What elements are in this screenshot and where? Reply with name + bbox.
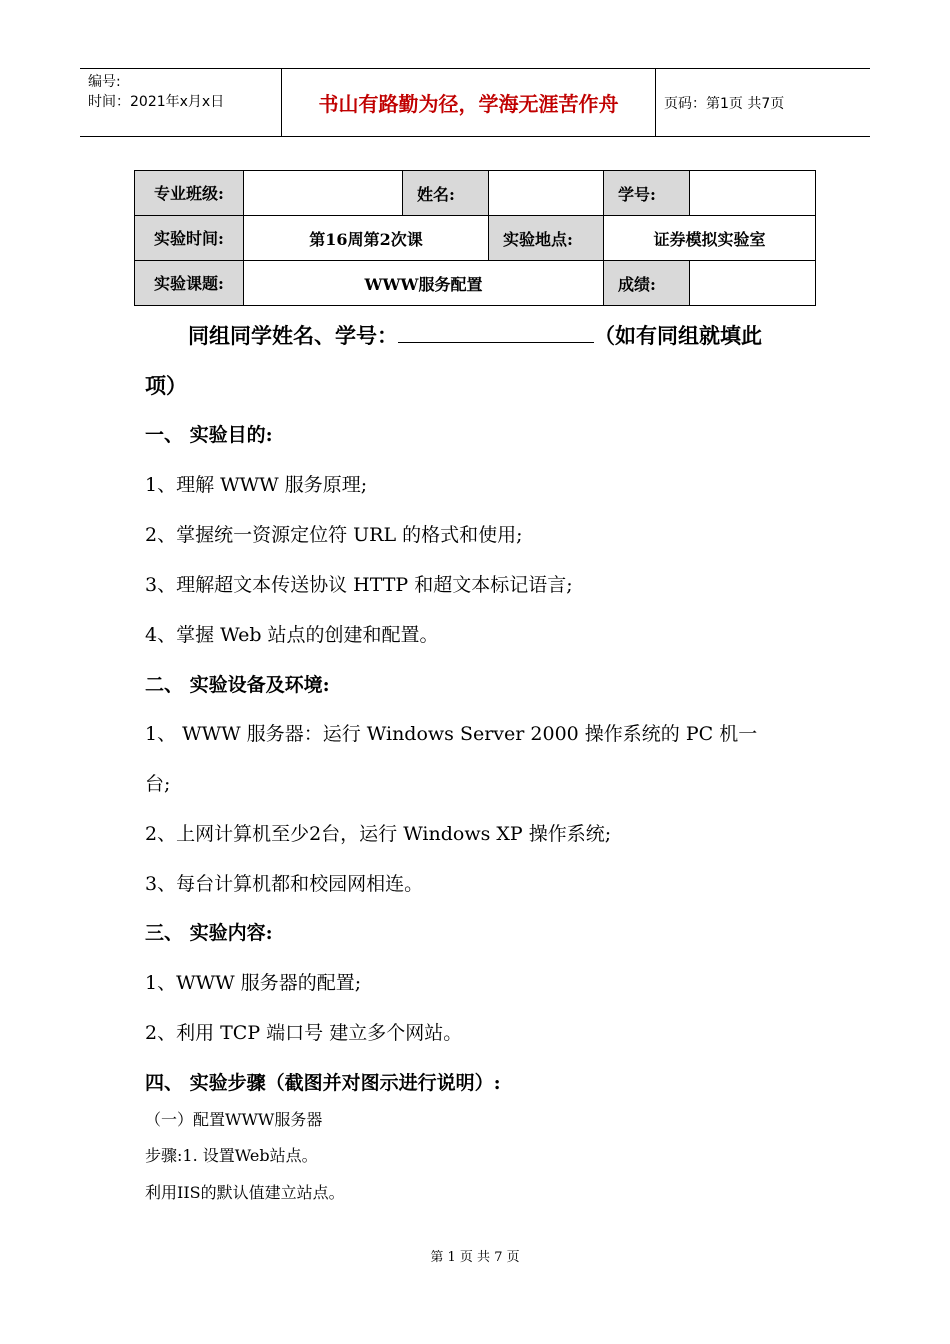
student-id-value (690, 171, 816, 216)
header-motto: 书山有路勤为径，学海无涯苦作舟 (281, 69, 656, 136)
score-label: 成绩: (604, 261, 690, 306)
list-item: 2、利用 TCP 端口号 建立多个网站。 (145, 1022, 463, 1044)
section-4-title: 四、 实验步骤（截图并对图示进行说明）: (145, 1072, 501, 1094)
table-row (135, 261, 816, 306)
time-label-cell: 实验时间: (135, 216, 244, 261)
table-row (135, 216, 816, 261)
group-line-wrap: 项） (145, 373, 187, 398)
list-item: 3、每台计算机都和校园网相连。 (145, 873, 424, 895)
location-value: 证券模拟实验室 (604, 216, 816, 261)
topic-label: 实验课题: (135, 261, 244, 306)
table-row (135, 171, 816, 216)
section-2-title: 二、 实验设备及环境: (145, 674, 330, 696)
list-item: 3、理解超文本传送协议 HTTP 和超文本标记语言; (145, 574, 573, 596)
time-value: 第16周第2次课 (244, 216, 489, 261)
list-item: （一）配置WWW服务器 (145, 1110, 323, 1129)
list-item: 1、 WWW 服务器：运行 Windows Server 2000 操作系统的 PC 机一 (145, 723, 758, 745)
section-1-title: 一、 实验目的: (145, 424, 273, 446)
group-blank (398, 320, 594, 343)
student-id-label: 学号: (604, 171, 690, 216)
header-meta (88, 72, 278, 112)
list-item: 利用IIS的默认值建立站点。 (145, 1183, 345, 1202)
header-page-code: 页码：第1页 共7页 (664, 95, 785, 112)
group-line (188, 320, 762, 350)
section-3-title: 三、 实验内容: (145, 922, 273, 944)
name-label: 姓名: (403, 171, 489, 216)
number-label: 编号: (88, 74, 121, 90)
topic-value: WWW服务配置 (244, 261, 604, 306)
list-item: 步骤:1. 设置Web站点。 (145, 1146, 318, 1165)
list-item: 4、掌握 Web 站点的创建和配置。 (145, 624, 439, 646)
list-item: 台; (145, 773, 171, 795)
group-prefix: 同组同学姓名、学号： (188, 323, 398, 348)
document-header (80, 68, 870, 137)
score-value (690, 261, 816, 306)
location-label: 实验地点: (489, 216, 604, 261)
list-item: 2、上网计算机至少2台，运行 Windows XP 操作系统; (145, 823, 612, 845)
list-item: 1、理解 WWW 服务原理; (145, 474, 368, 496)
info-table (134, 170, 816, 306)
list-item: 2、掌握统一资源定位符 URL 的格式和使用; (145, 524, 523, 546)
page-footer: 第 1 页 共 7 页 (430, 1250, 520, 1265)
time-label: 时间：2021年x月x日 (88, 94, 225, 110)
class-label: 专业班级: (135, 171, 244, 216)
group-suffix: （如有同组就填此 (594, 323, 762, 348)
name-value (489, 171, 604, 216)
class-value (244, 171, 403, 216)
list-item: 1、WWW 服务器的配置; (145, 972, 362, 994)
